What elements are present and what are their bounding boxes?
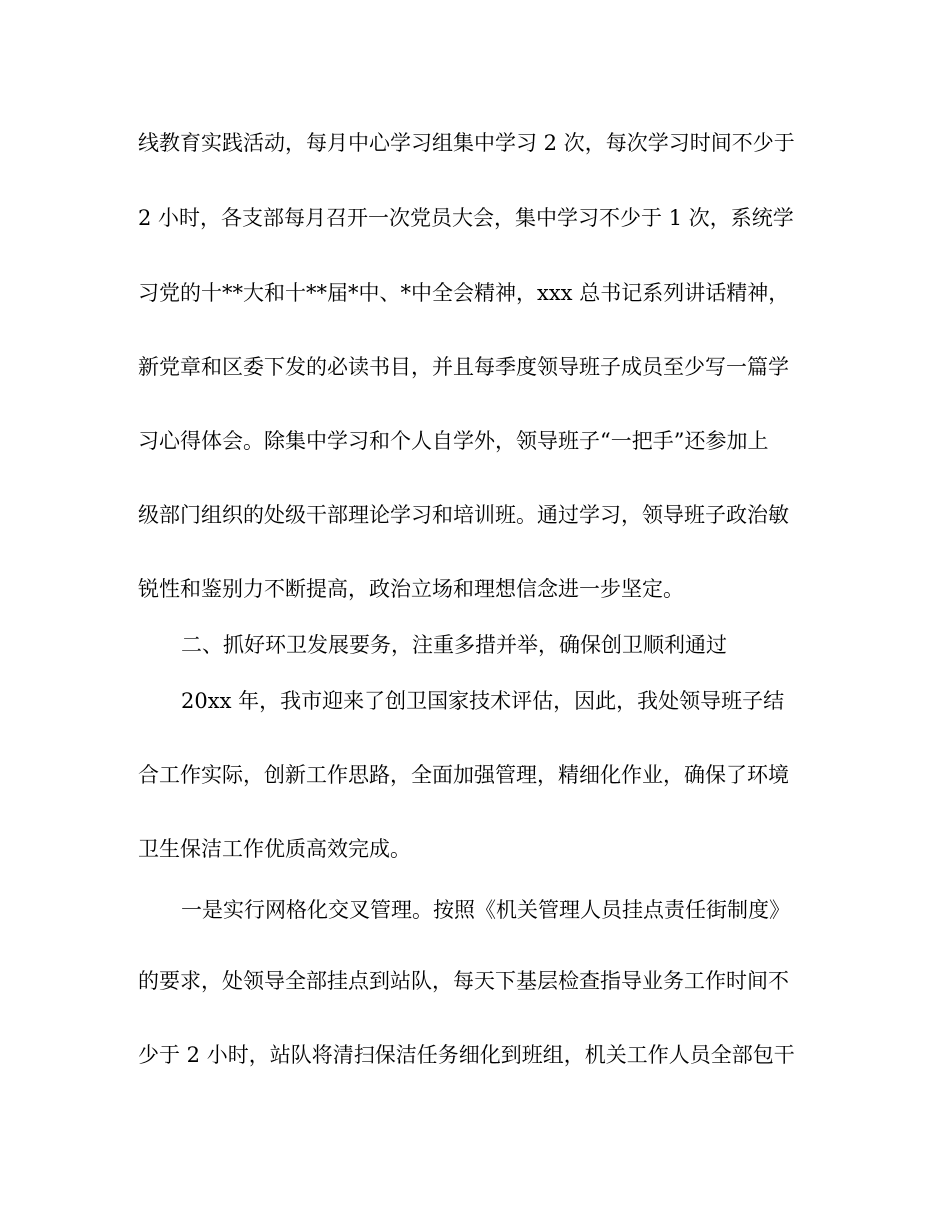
paragraph-line: 习心得体会。除集中学习和个人自学外，领导班子“一把手”还参加上: [138, 429, 769, 453]
paragraph-line: 线教育实践活动，每月中心学习组集中学习 2 次，每次学习时间不少于: [138, 131, 795, 155]
paragraph-line: 合工作实际，创新工作思路，全面加强管理，精细化作业，确保了环境: [138, 763, 789, 787]
paragraph-line: 级部门组织的处级干部理论学习和培训班。通过学习，领导班子政治敏: [138, 503, 789, 527]
paragraph-line: 少于 2 小时，站队将清扫保洁任务细化到班组，机关工作人员全部包干: [138, 1043, 795, 1067]
section-heading: 二、抓好环卫发展要务，注重多措并举，确保创卫顺利通过: [181, 633, 727, 657]
paragraph-line: 锐性和鉴别力不断提高，政治立场和理想信念进一步坚定。: [138, 577, 684, 601]
paragraph-line: 2 小时，各支部每月召开一次党员大会，集中学习不少于 1 次，系统学: [138, 206, 794, 230]
paragraph-line: 卫生保洁工作优质高效完成。: [138, 837, 411, 861]
paragraph-line: 一是实行网格化交叉管理。按照《机关管理人员挂点责任街制度》: [181, 898, 790, 922]
paragraph-line: 20xx 年，我市迎来了创卫国家技术评估，因此，我处领导班子结: [181, 689, 785, 713]
paragraph-line: 习党的十**大和十**届*中、*中全会精神，xxx 总书记系列讲话精神，: [138, 281, 790, 305]
paragraph-line: 的要求，处领导全部挂点到站队，每天下基层检查指导业务工作时间不: [138, 969, 789, 993]
paragraph-line: 新党章和区委下发的必读书目，并且每季度领导班子成员至少写一篇学: [138, 355, 789, 379]
